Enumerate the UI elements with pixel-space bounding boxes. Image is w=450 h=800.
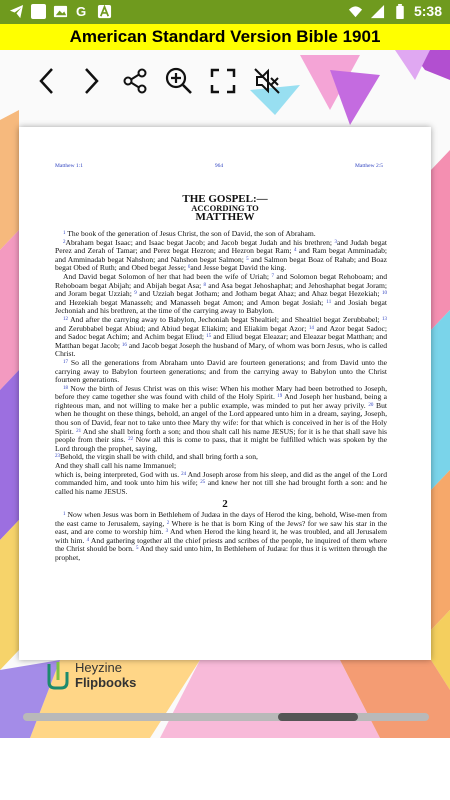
svg-text:G: G xyxy=(75,3,86,19)
google-icon xyxy=(74,3,90,19)
verse-paragraph: $^2$Abraham begat Isaac; and Isaac begat Jacob; and Jacob begat Judah and his brethren; $^3$and Judah begat Perez and Zerah of Tamar; and Perez begat Hezron; and Hezron begat Ram; $^4$ and Ram begat Amminadab; and Amminadab begat Nahshon; and Nahshon begat Salmon; $^5$ and Salmon begat Boaz of Rahab; and Boaz begat Obed of Ruth; and Obed begat Jesse; $^6$and Jesse begat David the king. xyxy=(55,237,388,273)
heyzine-mark-icon xyxy=(45,658,71,692)
chapter-heading: 2 xyxy=(222,498,228,511)
font-icon xyxy=(96,3,112,19)
app-title-bar xyxy=(0,24,450,50)
verse-paragraph: $^1$ The book of the generation of Jesus Christ, the son of David, the son of Abraham. xyxy=(63,229,316,238)
status-bar xyxy=(0,0,450,24)
logo-line-2: Flipbooks xyxy=(75,675,137,690)
book-title xyxy=(19,195,431,222)
header-right-ref: Matthew 2:5 xyxy=(355,163,383,169)
verse-paragraph: $^{17}$ So all the generations from Abraham unto David are fourteen generations; and from David unto the carrying away to Babylon fourteen generations; and from the carrying away to Babylon unto the Christ fourteen generations. xyxy=(55,357,387,385)
title-line-1: THE GOSPEL:— xyxy=(182,193,268,205)
mute-button[interactable] xyxy=(250,62,284,100)
fullscreen-button[interactable] xyxy=(206,62,240,100)
wifi-icon xyxy=(348,3,364,19)
scrollbar-thumb[interactable] xyxy=(278,713,358,721)
verse-paragraph: $^1$ Now when Jesus was born in Bethlehem of Judæa in the days of Herod the king, behold, Wise-men from the east came to Jerusalem, saying, $^2$ Where is he that is born King of the Jews? for we saw his star in the east, and are come to worship him. $^3$ And when Herod the king heard it, he was troubled, and all Jerusalem with him. $^4$ And gathering together all the chief priests and scribes of the people, he inquired of them where the Christ should be born. $^5$ And they said unto him, In Bethlehem of Judæa: for thus it is written through the prophet, xyxy=(55,510,388,562)
image-icon xyxy=(52,3,68,19)
title-line-3: MATTHEW xyxy=(195,211,255,223)
verse-paragraph: $^{18}$ Now the birth of Jesus Christ was on this wise: When his mother Mary had been betrothed to Joseph, before they came together she was found with child of the Holy Spirit. $^{19}$ And Joseph her husband, being a righteous man, and not willing to make her a public example, was minded to put her away privily. $^{20}$ But when he thought on these things, behold, an angel of the Lord appeared unto him in a dream, saying, Joseph, thou son of David, fear not to take unto thee Mary thy wife: for that which is conceived in her is of the Holy Spirit. $^{21}$ And she shall bring forth a son; and thou shalt call his name JESUS; for it is he that shall save his people from their sins. $^{22}$ Now all this is come to pass, that it might be fulfilled which was spoken by the Lord through the prophet, saying, xyxy=(55,383,388,453)
header-left-ref: Matthew 1:1 xyxy=(55,163,83,169)
telegram-icon xyxy=(8,3,24,19)
bottom-area xyxy=(0,738,450,800)
page-scrollbar[interactable] xyxy=(23,713,429,721)
clock-time: 5:38 xyxy=(413,3,442,19)
logo-line-1: Heyzine xyxy=(75,660,122,675)
fullscreen-icon xyxy=(210,68,236,94)
zoom-in-icon xyxy=(165,67,193,95)
share-icon xyxy=(122,68,148,94)
chevron-right-icon xyxy=(79,66,103,96)
chevron-left-icon xyxy=(35,66,59,96)
app-title: American Standard Version Bible 1901 xyxy=(69,27,381,46)
speaker-mute-icon xyxy=(253,67,281,95)
previous-page-button[interactable] xyxy=(30,62,64,100)
verse-paragraph: $^{12}$ And after the carrying away to Babylon, Jechoniah begat Shealtiel; and Shealtiel begat Zerubbabel; $^{13}$ and Zerubbabel begat Abiud; and Abiud begat Eliakim; and Eliakim begat Azor; $^{14}$ and Azor begat Sadoc; and Sadoc begat Achim; and Achim begat Eliud; $^{15}$ and Eliud begat Eleazar; and Eleazar begat Matthan; and Matthan begat Jacob; $^{16}$ and Jacob begat Joseph the husband of Mary, of whom was born Jesus, who is called Christ. xyxy=(55,314,388,359)
verse-paragraph: $^{23}$Behold, the virgin shall be with child, and shall bring forth a son, And they shall call his name Immanuel; which is, being interpreted, God with us. $^{24}$ And Joseph arose from his sleep, and did as the angel of the Lord commanded him, and took unto him his wife; $^{25}$ and knew her not till she had brought forth a son: and he called his name JESUS. xyxy=(55,452,387,496)
flipbook-page[interactable] xyxy=(19,127,431,660)
next-page-button[interactable] xyxy=(74,62,108,100)
verse-paragraph: And David begat Solomon of her that had been the wife of Uriah; $^7$ and Solomon begat Rehoboam; and Rehoboam begat Abijah; and Abijah begat Asa; $^8$ and Asa begat Jehoshaphat; and Jehoshaphat begat Joram; and Joram begat Uzziah; $^9$ and Uzziah begat Jotham; and Jotham begat Ahaz; and Ahaz begat Hezekiah; $^{10}$ and Hezekiah begat Manasseh; and Manasseh begat Amon; and Amon begat Josiah; $^{11}$ and Josiah begat Jechoniah and his brethren, at the time of the carrying away to Babylon. xyxy=(55,271,387,316)
signal-icon xyxy=(370,3,386,19)
scripture-text xyxy=(55,230,387,563)
battery-icon xyxy=(392,3,408,19)
heyzine-logo[interactable] xyxy=(45,658,136,692)
notification-box-icon xyxy=(30,3,46,19)
viewer-toolbar xyxy=(30,62,284,100)
page-number: 964 xyxy=(214,163,224,169)
share-button[interactable] xyxy=(118,62,152,100)
title-line-2: ACCORDING TO xyxy=(191,203,259,213)
zoom-in-button[interactable] xyxy=(162,62,196,100)
